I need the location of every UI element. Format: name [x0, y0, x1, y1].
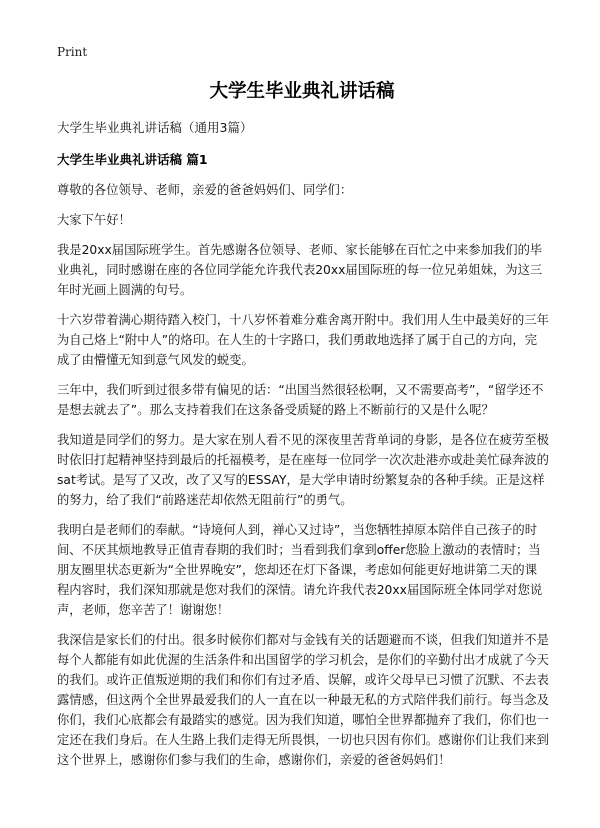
body-paragraph: 我深信是家长们的付出。很多时候你们都对与金钱有关的话题避而不谈，但我们知道并不是每个人都能有如此优渥的生活条件和出国留学的学习机会，是你们的辛勤付出才成就了今天的我们。或许正值叛逆期的我们和你们有过矛盾、误解，或许父母早已习惯了沉默、不去表露情感，但这两个全世界最爱我们的人一直在以一种最无私的方式陪伴我们前行。每当念及你们，我们心底都会有最踏实的感觉。因为我们知道，哪怕全世界都抛弃了我们，你们也一定还在我们身后。在人生路上我们走得无所畏惧，一切也只因有你们。感谢你们让我们来到这个世界上，感谢你们参与我们的生命，感谢你们，亲爱的爸爸妈妈们！ [57, 633, 549, 767]
document-subtitle: 大学生毕业典礼讲话稿（通用3篇） [57, 120, 253, 135]
salutation-paragraph: 尊敬的各位领导、老师，亲爱的爸爸妈妈们、同学们： [57, 183, 353, 197]
section-heading: 大学生毕业典礼讲话稿 篇1 [57, 152, 208, 167]
body-paragraph: 三年中，我们听到过很多带有偏见的话：“出国当然很轻松啊，又不需要高考”，“留学还不是想去就去了”。那么支持着我们在这条备受质疑的路上不断前行的又是什么呢？ [57, 383, 544, 417]
body-paragraph: 我明白是老师们的奉献。“诗境何人到，禅心又过诗”，当您牺牲掉原本陪伴自己孩子的时间、不厌其烦地教导正值青春期的我们时；当看到我们拿到offer您脸上激动的表情时；当朋友圈里状态更新为“全世界晚安”，您却还在灯下备课，考虑如何能更好地讲第二天的课程内容时，我们深知那就是您对我们的深情。请允许我代表20xx届国际班全体同学对您说声，老师，您辛苦了！谢谢您！ [57, 523, 543, 617]
print-link[interactable]: Print [57, 45, 88, 59]
greeting-paragraph: 大家下午好！ [57, 213, 131, 227]
body-paragraph: 十六岁带着满心期待踏入校门，十八岁怀着难分难舍离开附中。我们用人生中最美好的三年为自己烙上“附中人”的烙印。在人生的十字路口，我们勇敢地选择了属于自己的方向，完成了由懵懂无知到意气风发的蜕变。 [57, 313, 549, 367]
document-title: 大学生毕业典礼讲话稿 [209, 81, 395, 102]
body-paragraph: 我是20xx届国际班学生。首先感谢各位领导、老师、家长能够在百忙之中来参加我们的毕业典礼，同时感谢在座的各位同学能允许我代表20xx届国际班的每一位兄弟姐妹，为这三年时光画上圆满的句号。 [57, 243, 543, 297]
body-paragraph: 我知道是同学们的努力。是大家在别人看不见的深夜里苦背单词的身影，是各位在疲劳至极时依旧打起精神坚持到最后的托福模考，是在座每一位同学一次次赴港亦或赴美忙碌奔波的sat考试。是写了又改，改了又写的ESSAY，是大学申请时纷繁复杂的各种手续。正是这样的努力，给了我们“前路迷茫却依然无阻前行”的勇气。 [57, 433, 549, 507]
